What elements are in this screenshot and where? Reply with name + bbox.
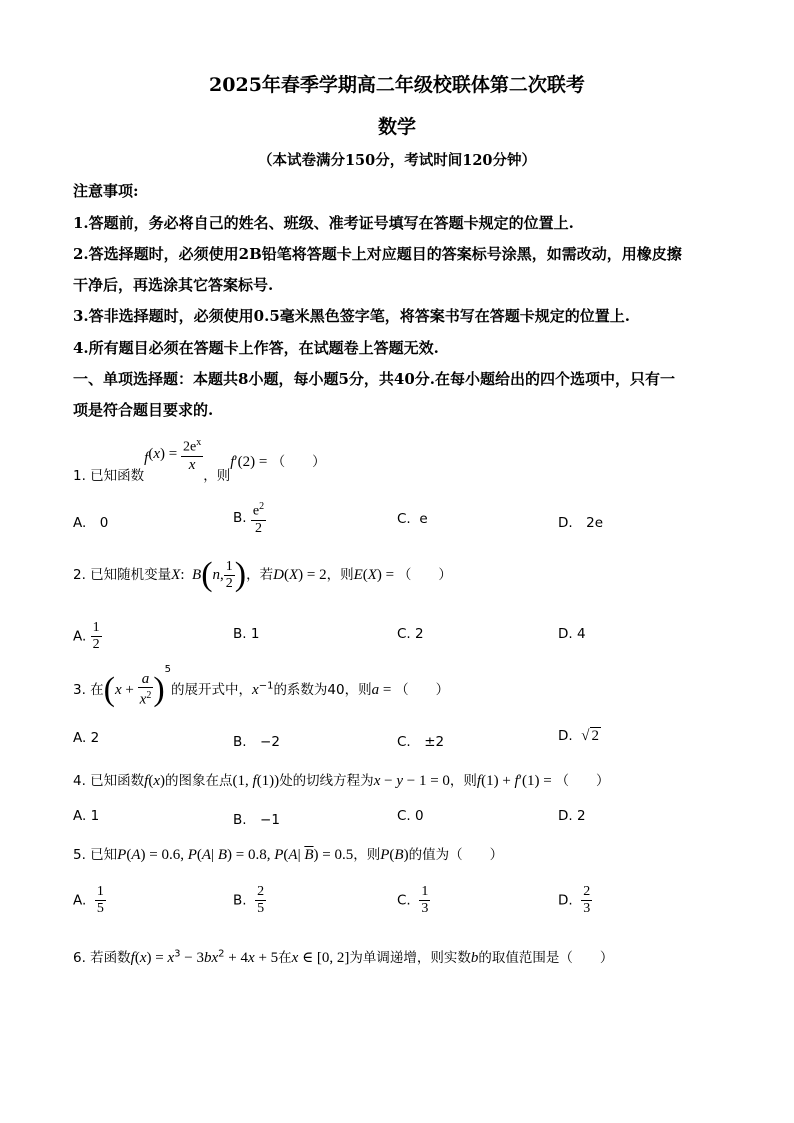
question-1: 1. 已知函数f(x) = $\frac{2e^x}{x}$ ，则f′(2) = （ ）: [73, 437, 326, 484]
q1-option-d: D. 2e: [558, 515, 604, 531]
q1-fraction: $\frac{2e^x}{x}$: [182, 437, 202, 473]
q5-option-b: B. $\frac{2}{5}$: [233, 884, 265, 916]
section1-intro-cont: 项是符合题目要求的.: [73, 401, 214, 419]
question-6: 6. 若函数$f(x) = x^3 - 3bx^2 + 4x + 5$在x ∈ [0, 2]为单调递增，则实数b的取值范围是（ ）: [73, 948, 614, 966]
q1-option-a: A. 0: [73, 515, 109, 531]
q3-option-a: A. 2: [73, 730, 100, 746]
notice-item-3: 3.答非选择题时，必须使用0.5毫米黑色签字笔，将答案书写在答题卡规定的位置上.: [73, 307, 630, 325]
q1-option-b: B. $\frac{e^2}{2}$: [233, 501, 265, 536]
question-4: 4. 已知函数f(x)的图象在点(1, f(1))处的切线方程为x − y − 1 = 0，则f(1) + f′(1) = （ ）: [73, 773, 610, 789]
q5-option-d: D. $\frac{2}{3}$: [558, 884, 591, 916]
notice-item-2: 2.答选择题时，必须使用2B铅笔将答题卡上对应题目的答案标号涂黑，如需改动，用橡皮擦: [73, 245, 682, 263]
q2-option-d: D. 4: [558, 626, 586, 642]
q2-option-c: C. 2: [397, 626, 424, 642]
question-3: 3. 在(x + $\frac{a}{x^2}$ )$^5$的展开式中，$x^{-1}$的系数为40，则a = （ ）: [73, 664, 450, 708]
question-2: 2. 已知随机变量X: B(n, $\frac{1}{2}$ )，若D(X) = 2，则E(X) = （ ）: [73, 556, 452, 593]
notice-item-1: 1.答题前，务必将自己的姓名、班级、准考证号填写在答题卡规定的位置上.: [73, 214, 574, 232]
q4-option-c: C. 0: [397, 808, 424, 824]
q1-option-c: C. e: [397, 511, 428, 527]
q2-option-b: B. 1: [233, 626, 260, 642]
notice-item-4: 4.所有题目必须在答题卡上作答，在试题卷上答题无效.: [73, 339, 439, 357]
exam-title: 2025年春季学期高二年级校联体第二次联考: [209, 74, 585, 96]
exam-note: （本试卷满分150分，考试时间120分钟）: [257, 152, 537, 169]
question-5: 5. 已知P(A) = 0.6, P(A| B) = 0.8, P(A| $\overline{B}) = 0.5$，则P(B)的值为（ ）: [73, 847, 504, 863]
notice-item-2-cont: 干净后，再选涂其它答案标号.: [73, 276, 274, 294]
q5-option-a: A. $\frac{1}{5}$: [73, 884, 104, 916]
q3-option-c: C. ±2: [397, 734, 445, 750]
section1-intro: 一、单项选择题：本题共8小题，每小题5分，共40分.在每小题给出的四个选项中，只有一: [73, 370, 675, 388]
q2-option-a: A. $\frac{1}{2}$: [73, 620, 100, 652]
q3-option-b: B. −2: [233, 734, 280, 750]
q4-option-d: D. 2: [558, 808, 586, 824]
q4-option-a: A. 1: [73, 808, 100, 824]
notice-heading: 注意事项:: [73, 182, 139, 200]
q4-option-b: B. −1: [233, 812, 280, 828]
q3-option-d: D. √ 2: [558, 728, 600, 744]
q5-option-c: C. $\frac{1}{3}$: [397, 884, 429, 916]
exam-subject: 数学: [377, 116, 416, 138]
